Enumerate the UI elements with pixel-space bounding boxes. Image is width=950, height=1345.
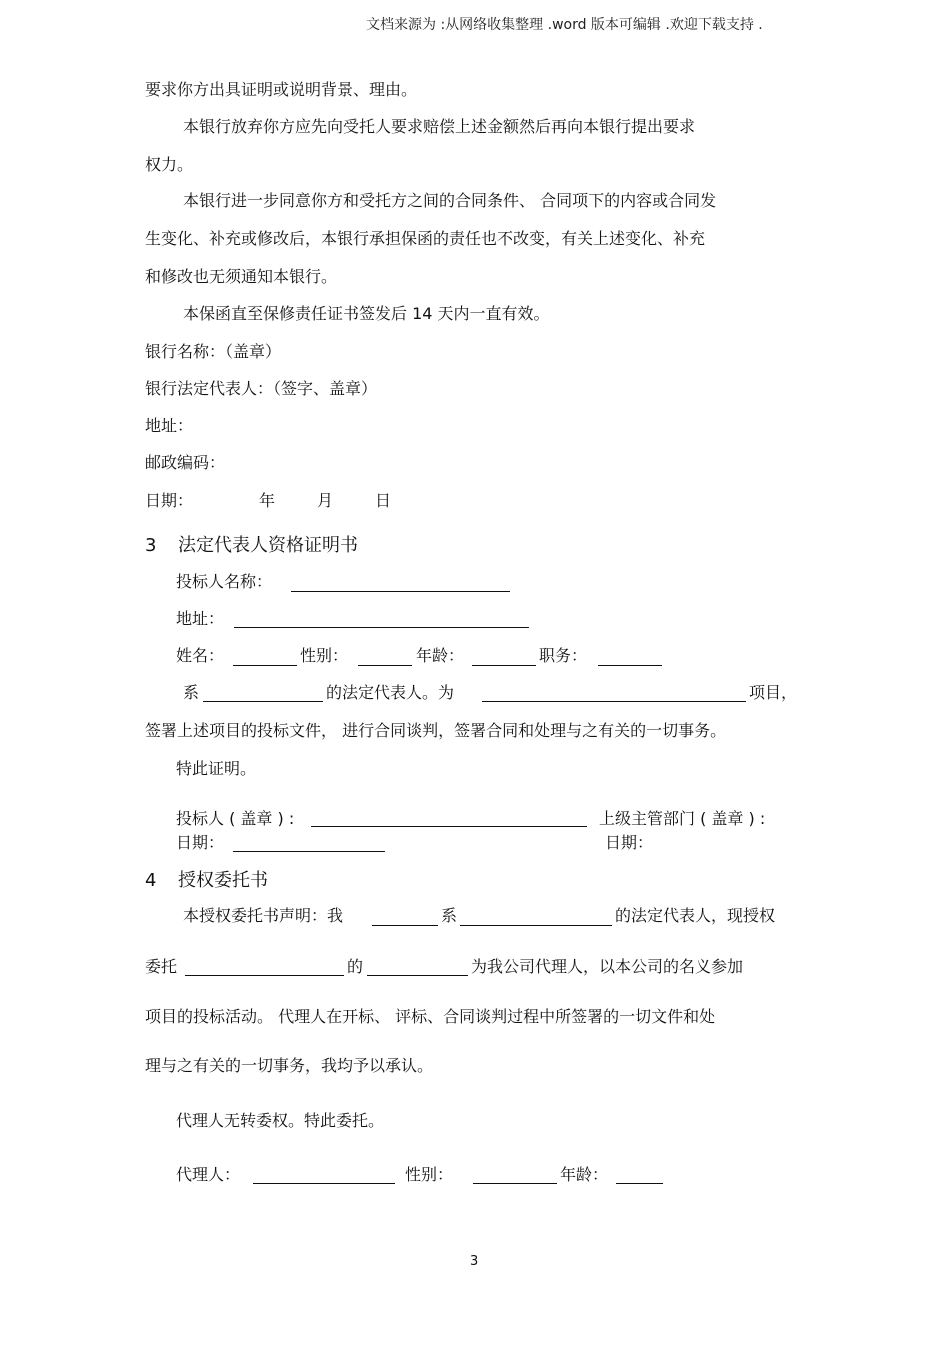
agent-age-label: 年龄： [560, 1165, 609, 1184]
authorization-p3: 项目的投标活动。 代理人在开标、 评标、合同谈判过程中所签署的一切文件和处 [145, 1007, 716, 1026]
agent-label: 代理人： [176, 1165, 241, 1184]
authorizer-company-blank[interactable] [460, 925, 612, 926]
section-3-address-label: 地址： [176, 609, 225, 628]
date-year-label: 年 [259, 491, 276, 510]
rep-name-blank[interactable] [233, 665, 297, 666]
bank-date-label: 日期： [145, 491, 194, 510]
guarantee-line-1: 要求你方出具证明或说明背景、理由。 [145, 80, 418, 99]
rep-name-label: 姓名： [176, 646, 225, 665]
agent-company-blank[interactable] [185, 975, 344, 976]
agent-name-blank[interactable] [367, 975, 468, 976]
rep-age-blank[interactable] [472, 665, 536, 666]
guarantee-line-7: 本保函直至保修责任证书签发后 14 天内一直有效。 [183, 304, 550, 323]
rep-position-label: 职务： [539, 646, 588, 665]
agent-blank[interactable] [253, 1183, 395, 1184]
authorization-p1-b: 系 [441, 906, 458, 925]
bidder-date-label: 日期： [176, 833, 225, 852]
rep-position-blank[interactable] [598, 665, 662, 666]
authorizer-name-blank[interactable] [372, 925, 438, 926]
company-blank[interactable] [203, 701, 323, 702]
authorization-p2-c: 为我公司代理人，以本公司的名义参加 [471, 957, 744, 976]
section-4-number: 4 [145, 870, 157, 891]
bidder-seal-blank[interactable] [311, 826, 587, 827]
section-3-title: 法定代表人资格证明书 [178, 535, 358, 556]
guarantee-line-3: 权力。 [145, 155, 194, 174]
authorization-p4: 理与之有关的一切事务，我均予以承认。 [145, 1056, 434, 1075]
rep-age-label: 年龄： [416, 646, 465, 665]
date-month-label: 月 [317, 491, 334, 510]
header-source-note: 文档来源为 :从网络收集整理 .word 版本可编辑 .欢迎下载支持 . [366, 17, 763, 33]
superior-seal-label: 上级主管部门 ( 盖章 ) : [599, 809, 766, 828]
certify-text: 特此证明。 [176, 759, 257, 778]
bidder-name-blank[interactable] [291, 591, 510, 592]
guarantee-line-4: 本银行进一步同意你方和受托方之间的合同条件、 合同项下的内容或合同发 [183, 191, 717, 210]
section-3-number: 3 [145, 535, 157, 556]
bank-postcode-label: 邮政编码： [145, 453, 226, 472]
guarantee-line-6: 和修改也无须通知本银行。 [145, 267, 338, 286]
bidder-seal-label: 投标人 ( 盖章 ) : [176, 809, 295, 828]
authorization-p2-b: 的 [347, 957, 364, 976]
bank-address-label: 地址： [145, 416, 194, 435]
guarantee-line-2: 本银行放弃你方应先向受托人要求赔偿上述金额然后再向本银行提出要求 [183, 117, 696, 136]
bidder-date-blank[interactable] [233, 851, 385, 852]
authorization-p5: 代理人无转委权。特此委托。 [176, 1111, 385, 1130]
bank-legal-rep-label: 银行法定代表人：（签字、盖章） [145, 379, 378, 398]
authorization-p1-c: 的法定代表人，现授权 [615, 906, 776, 925]
rep-gender-blank[interactable] [358, 665, 412, 666]
xi-label: 系 [183, 683, 200, 702]
authorization-p2-a: 委托 [145, 957, 178, 976]
section-4-title: 授权委托书 [178, 870, 268, 891]
superior-date-label: 日期： [605, 833, 654, 852]
agent-gender-label: 性别： [405, 1165, 454, 1184]
agent-age-blank[interactable] [616, 1183, 663, 1184]
page-number: 3 [470, 1254, 479, 1269]
sign-text: 签署上述项目的投标文件， 进行合同谈判，签署合同和处理与之有关的一切事务。 [145, 721, 727, 740]
agent-gender-blank[interactable] [473, 1183, 557, 1184]
bidder-name-label: 投标人名称： [176, 572, 273, 591]
authorization-p1-a: 本授权委托书声明：我 [183, 906, 344, 925]
guarantee-line-5: 生变化、补充或修改后，本银行承担保函的责任也不改变，有关上述变化、补充 [145, 229, 706, 248]
project-blank[interactable] [482, 701, 746, 702]
section-3-address-blank[interactable] [234, 627, 529, 628]
date-day-label: 日 [375, 491, 392, 510]
rep-gender-label: 性别： [300, 646, 349, 665]
bank-name-label: 银行名称：（盖章） [145, 342, 282, 361]
legal-rep-of-label: 的法定代表人。为 [326, 683, 455, 702]
project-label: 项目， [749, 683, 798, 702]
